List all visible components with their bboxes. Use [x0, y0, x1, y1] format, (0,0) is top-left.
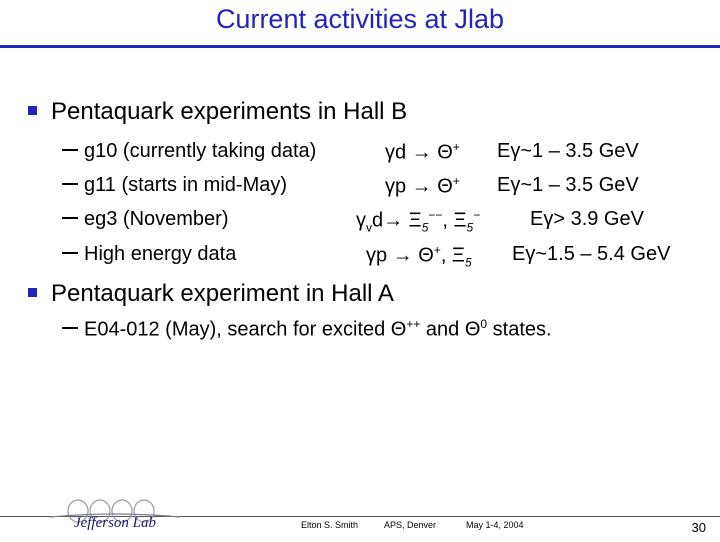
square-bullet-icon — [28, 106, 37, 115]
dash-icon — [62, 149, 78, 151]
footer-author: Elton S. Smith — [301, 520, 359, 530]
bullet-hall-b — [28, 98, 407, 126]
dash-icon — [62, 217, 78, 219]
list-item-eg3 — [62, 208, 229, 231]
item-reaction: γp → Θ+, $\Xi_5$ — [366, 243, 472, 270]
dash-icon — [62, 327, 78, 329]
item-label: g10 (currently taking data) — [84, 140, 317, 162]
item-label: g11 (starts in mid-May) — [84, 174, 288, 196]
item-reaction: $\gamma_vd\to \Xi_5^{--}$, $\Xi_5^-$ — [356, 208, 481, 235]
footer-date: May 1-4, 2004 — [466, 520, 524, 530]
bullet-hall-a-text: Pentaquark experiment in Hall A — [51, 280, 394, 307]
item-energy: Eγ~1 – 3.5 GeV — [497, 174, 639, 196]
bullet-hall-a — [28, 280, 394, 308]
list-item-high-energy — [62, 243, 236, 266]
item-reaction: γd → Θ+ — [385, 140, 460, 164]
title-rule — [0, 45, 720, 48]
square-bullet-icon — [28, 288, 37, 297]
jefferson-lab-logo — [40, 497, 190, 542]
slide-title: Current activities at Jlab — [215, 4, 505, 34]
list-item-g11 — [62, 174, 287, 197]
item-energy: Eγ~1 – 3.5 GeV — [497, 140, 639, 162]
item-label: High energy data — [84, 243, 237, 265]
bullet-hall-b-text: Pentaquark experiments in Hall B — [51, 98, 408, 125]
list-item-e04-012: E04-012 (May), search for excited Θ++ and $\Theta^0$ states. — [62, 317, 552, 342]
item-label: eg3 (November) — [84, 208, 229, 230]
list-item-g10 — [62, 140, 316, 163]
dash-icon — [62, 252, 78, 254]
svg-text:Jefferson Lab: Jefferson Lab — [73, 515, 157, 531]
dash-icon — [62, 183, 78, 185]
footer-venue: APS, Denver — [384, 520, 437, 530]
item-energy: Eγ~1.5 – 5.4 GeV — [512, 243, 671, 265]
item-energy: Eγ> 3.9 GeV — [530, 208, 644, 230]
item-reaction: γp → Θ+ — [385, 174, 460, 198]
page-number: 30 — [691, 520, 706, 535]
